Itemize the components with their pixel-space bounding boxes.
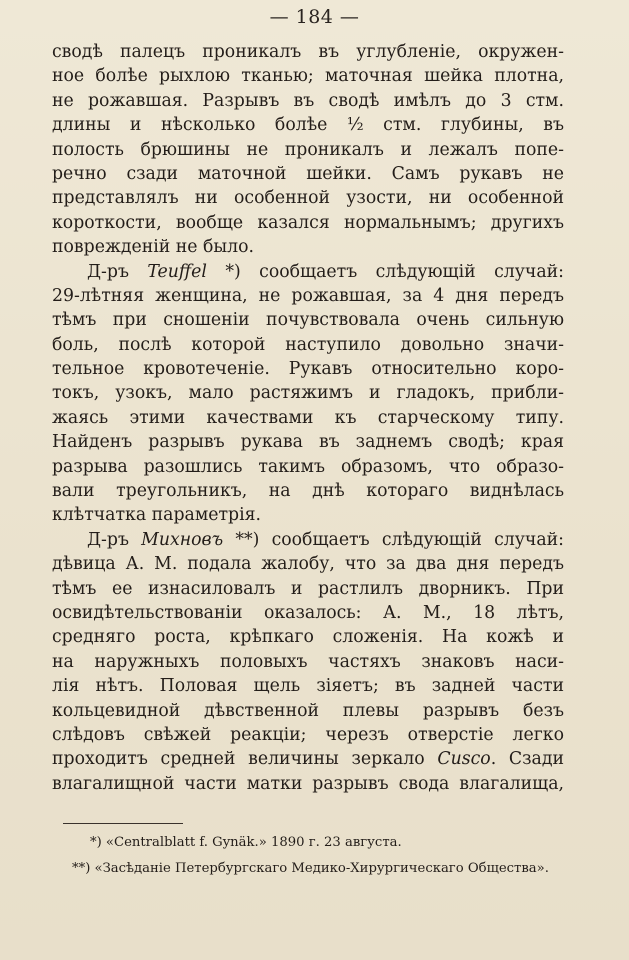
text-line: тѣмъ при сношеніи почувствовала очень сильную bbox=[52, 310, 564, 331]
text-run: . Сзади bbox=[490, 749, 564, 770]
text-line: речно сзади маточной шейки. Самъ рукавъ не bbox=[52, 163, 564, 184]
text-line: боль, послѣ которой наступило довольно значи- bbox=[52, 334, 564, 355]
text-line: поврежденій не было. bbox=[52, 237, 255, 258]
text-line: разрыва разошлись такимъ образомъ, что образо- bbox=[52, 456, 564, 477]
footnotes bbox=[72, 830, 572, 882]
body-text bbox=[52, 40, 564, 796]
text-line: освидѣтельствованіи оказалось: А. М., 18 лѣтъ, bbox=[52, 602, 564, 623]
text-line: короткости, вообще казался нормальнымъ; другихъ bbox=[52, 212, 564, 233]
text-line: ное болѣе рыхлою тканью; маточная шейка плотна, bbox=[52, 66, 564, 87]
text-line: длины и нѣсколько болѣе ½ стм. глубины, въ bbox=[52, 115, 564, 136]
author-name: Михновъ bbox=[141, 529, 224, 550]
text-line: влагалищной части матки разрывъ свода влагалища, bbox=[52, 773, 564, 794]
text-line: тельное кровотеченіе. Рукавъ относительно коро- bbox=[52, 359, 564, 380]
text-line: представлялъ ни особенной узости, ни особенной bbox=[52, 188, 564, 209]
text-line: вали треугольникъ, на днѣ котораго виднѣлась bbox=[52, 481, 564, 502]
text-run: *) сообщаетъ слѣдующій случай: bbox=[206, 261, 564, 282]
text-line: не рожавшая. Разрывъ въ сводѣ имѣлъ до 3 стм. bbox=[52, 90, 564, 111]
author-name: Teuffel bbox=[147, 261, 207, 282]
text-line: токъ, узокъ, мало растяжимъ и гладокъ, прибли- bbox=[52, 383, 564, 404]
instrument-name: Cusco bbox=[437, 749, 491, 770]
paragraph-opening-line bbox=[52, 528, 564, 552]
text-line: 29-лѣтняя женщина, не рожавшая, за 4 дня передъ bbox=[52, 285, 564, 306]
text-line: кольцевидной дѣвственной плевы разрывъ безъ bbox=[52, 700, 564, 721]
footnote-divider bbox=[63, 823, 183, 824]
paragraph-opening-line bbox=[52, 260, 564, 284]
footnote-2: **) «Засѣданіе Петербургскаго Медико-Хирургическаго Общества». bbox=[72, 861, 549, 876]
text-run: Д-ръ bbox=[87, 529, 142, 550]
text-line-cusco bbox=[52, 747, 564, 771]
text-line: сводѣ палецъ проникалъ въ углубленіе, окружен- bbox=[52, 42, 564, 62]
text-line: средняго роста, крѣпкаго сложенія. На кожѣ и bbox=[52, 627, 564, 648]
text-line: клѣтчатка параметрія. bbox=[52, 505, 262, 526]
text-line: полость брюшины не проникалъ и лежалъ попе- bbox=[52, 139, 564, 160]
text-run: проходитъ средней величины зеркало bbox=[52, 749, 438, 770]
footnote-1: *) «Centralblatt f. Gynäk.» 1890 г. 23 августа. bbox=[90, 835, 402, 850]
page-number: — 184 — bbox=[269, 6, 360, 28]
text-line: слѣдовъ свѣжей реакціи; черезъ отверстіе легко bbox=[52, 724, 564, 745]
text-run: **) сообщаетъ слѣдующій случай: bbox=[223, 529, 564, 550]
text-line: жаясь этими качествами къ старческому типу. bbox=[52, 407, 564, 428]
text-line: дѣвица А. М. подала жалобу, что за два дня передъ bbox=[52, 554, 564, 575]
text-line: на наружныхъ половыхъ частяхъ знаковъ наси- bbox=[52, 651, 564, 672]
text-run: Д-ръ bbox=[87, 261, 148, 282]
text-line: Найденъ разрывъ рукава въ заднемъ сводѣ; края bbox=[52, 432, 564, 453]
text-line: лія нѣтъ. Половая щель зіяетъ; въ задней части bbox=[52, 676, 564, 697]
text-line: тѣмъ ее изнасиловалъ и растлилъ дворникъ. При bbox=[52, 578, 564, 599]
